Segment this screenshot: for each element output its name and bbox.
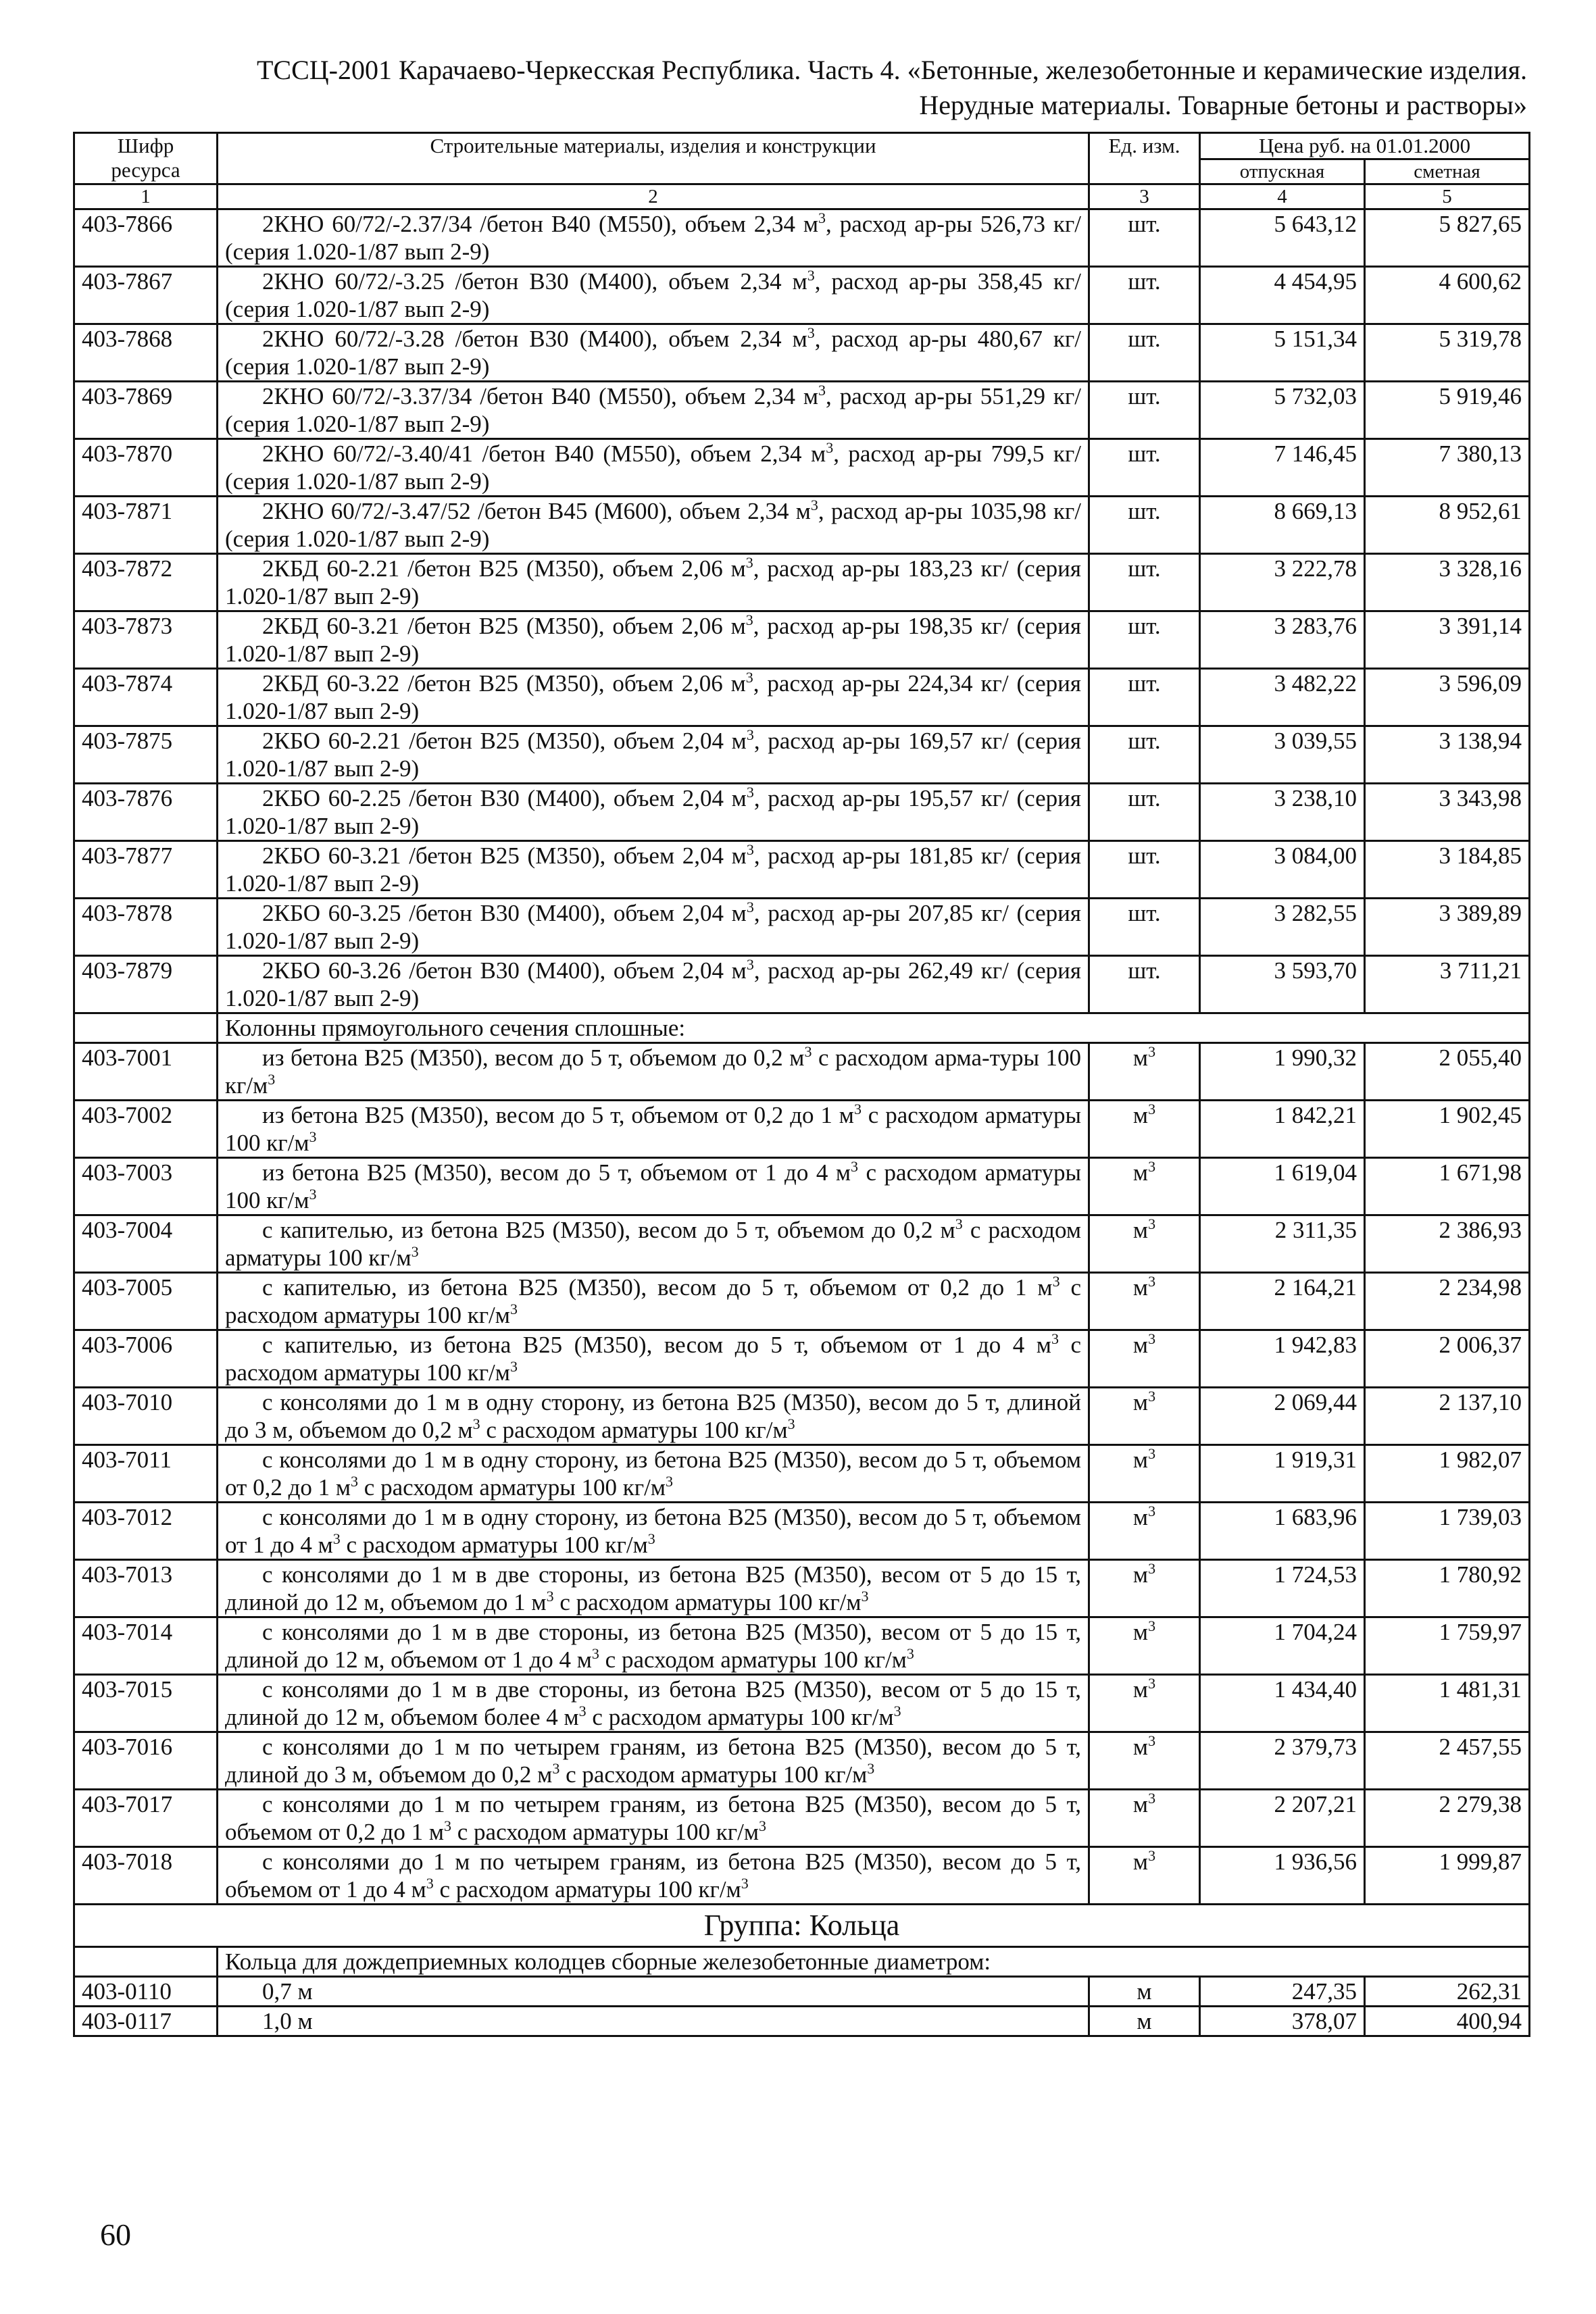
release-price: 3 084,00: [1200, 841, 1365, 899]
release-price: 5 643,12: [1200, 209, 1365, 267]
table-row: [74, 1101, 1530, 1158]
empty-cell: [74, 1013, 218, 1043]
estimate-price: 3 328,16: [1365, 554, 1530, 611]
unit-of-measure: м: [1089, 1977, 1200, 2007]
release-price: 2 207,21: [1200, 1790, 1365, 1847]
table-row: [74, 439, 1530, 497]
table-row: [74, 1675, 1530, 1732]
unit-of-measure: $м^3$: [1089, 1503, 1200, 1560]
item-description: 2КБО 60-3.21 /бетон В25 (М350), объем 2,04 $м^3$, расход ар-ры 181,85 кг/ (серия 1.020-1/87 вып 2-9): [218, 841, 1089, 899]
item-description: 2КБД 60-2.21 /бетон В25 (М350), объем 2,06 $м^3$, расход ар-ры 183,23 кг/ (серия 1.020-1/87 вып 2-9): [218, 554, 1089, 611]
item-description: с консолями до 1 м по четырем граням, из бетона В25 (М350), весом до 5 т, объемом от 1 до 4 $м^3$ с расходом арматуры 100 $кг/м^3$: [218, 1847, 1089, 1905]
release-price: 3 283,76: [1200, 611, 1365, 669]
table-row: [74, 841, 1530, 899]
table-row: [74, 497, 1530, 554]
release-price: 3 238,10: [1200, 784, 1365, 841]
item-description: с консолями до 1 м в две стороны, из бетона В25 (М350), весом от 5 до 15 т, длиной до 12 м, объемом более 4 $м^3$ с расходом арматуры 100 $кг/м^3$: [218, 1675, 1089, 1732]
release-price: 1 619,04: [1200, 1158, 1365, 1215]
resource-code: 403-7874: [74, 669, 218, 726]
unit-of-measure: $м^3$: [1089, 1158, 1200, 1215]
resource-code: 403-7017: [74, 1790, 218, 1847]
estimate-price: 3 596,09: [1365, 669, 1530, 726]
resource-code: 403-7003: [74, 1158, 218, 1215]
estimate-price: 3 138,94: [1365, 726, 1530, 784]
resource-code: 403-7866: [74, 209, 218, 267]
table-row: [74, 1330, 1530, 1388]
column-index: 2: [218, 184, 1089, 209]
release-price: 1 990,32: [1200, 1043, 1365, 1101]
item-description: 2КНО 60/72/-2.37/34 /бетон В40 (М550), объем 2,34 $м^3$, расход ар-ры 526,73 кг/ (серия 1.020-1/87 вып 2-9): [218, 209, 1089, 267]
unit-of-measure: шт.: [1089, 611, 1200, 669]
table-row: [74, 1158, 1530, 1215]
item-description: 2КНО 60/72/-3.28 /бетон В30 (М400), объем 2,34 $м^3$, расход ар-ры 480,67 кг/ (серия 1.020-1/87 вып 2-9): [218, 324, 1089, 382]
estimate-price: 1 982,07: [1365, 1445, 1530, 1503]
release-price: 2 069,44: [1200, 1388, 1365, 1445]
resource-code: 403-7010: [74, 1388, 218, 1445]
unit-of-measure: $м^3$: [1089, 1560, 1200, 1617]
release-price: 3 482,22: [1200, 669, 1365, 726]
resource-code: 403-7873: [74, 611, 218, 669]
item-description: 2КБО 60-3.26 /бетон В30 (М400), объем 2,04 $м^3$, расход ар-ры 262,49 кг/ (серия 1.020-1/87 вып 2-9): [218, 956, 1089, 1013]
item-description: с консолями до 1 м по четырем граням, из бетона В25 (М350), весом до 5 т, длиной до 3 м, объемом до 0,2 $м^3$ с расходом арматуры 100 $кг/м^3$: [218, 1732, 1089, 1790]
column-index: 4: [1200, 184, 1365, 209]
resource-code: 403-7001: [74, 1043, 218, 1101]
table-row: [74, 267, 1530, 324]
release-price: 378,07: [1200, 2007, 1365, 2036]
table-row: [74, 382, 1530, 439]
release-price: 8 669,13: [1200, 497, 1365, 554]
unit-of-measure: $м^3$: [1089, 1330, 1200, 1388]
unit-of-measure: $м^3$: [1089, 1101, 1200, 1158]
table-row: [74, 1732, 1530, 1790]
release-price: 3 222,78: [1200, 554, 1365, 611]
item-description: с консолями до 1 м в две стороны, из бетона В25 (М350), весом от 5 до 15 т, длиной до 12 м, объемом от 1 до 4 $м^3$ с расходом арматуры 100 $кг/м^3$: [218, 1617, 1089, 1675]
resource-code: 403-7006: [74, 1330, 218, 1388]
empty-cell: [74, 1947, 218, 1977]
unit-of-measure: $м^3$: [1089, 1273, 1200, 1330]
item-description: с консолями до 1 м по четырем граням, из бетона В25 (М350), весом до 5 т, объемом от 0,2 до 1 $м^3$ с расходом арматуры 100 $кг/м^3$: [218, 1790, 1089, 1847]
release-price: 5 151,34: [1200, 324, 1365, 382]
unit-of-measure: м: [1089, 2007, 1200, 2036]
group-title: Группа: Кольца: [74, 1905, 1530, 1947]
estimate-price: 2 006,37: [1365, 1330, 1530, 1388]
estimate-price: 1 780,92: [1365, 1560, 1530, 1617]
resource-code: 403-7867: [74, 267, 218, 324]
table-row: [74, 611, 1530, 669]
table-row: [74, 209, 1530, 267]
release-price: 1 434,40: [1200, 1675, 1365, 1732]
table-row: [74, 324, 1530, 382]
estimate-price: 1 902,45: [1365, 1101, 1530, 1158]
item-description: с консолями до 1 м в одну сторону, из бетона В25 (М350), весом до 5 т, объемом от 1 до 4 $м^3$ с расходом арматуры 100 $кг/м^3$: [218, 1503, 1089, 1560]
resource-code: 403-7868: [74, 324, 218, 382]
estimate-price: 3 391,14: [1365, 611, 1530, 669]
resource-code: 403-0117: [74, 2007, 218, 2036]
table-body: [74, 209, 1530, 2036]
unit-of-measure: $м^3$: [1089, 1043, 1200, 1101]
section-heading: Колонны прямоугольного сечения сплошные:: [218, 1013, 1530, 1043]
unit-of-measure: шт.: [1089, 382, 1200, 439]
release-price: 1 919,31: [1200, 1445, 1365, 1503]
unit-of-measure: шт.: [1089, 497, 1200, 554]
release-price: 4 454,95: [1200, 267, 1365, 324]
estimate-price: 4 600,62: [1365, 267, 1530, 324]
resource-code: 403-7016: [74, 1732, 218, 1790]
table-row: [74, 1847, 1530, 1905]
table-row: [74, 1617, 1530, 1675]
unit-of-measure: $м^3$: [1089, 1388, 1200, 1445]
estimate-price: 3 711,21: [1365, 956, 1530, 1013]
estimate-price: 2 234,98: [1365, 1273, 1530, 1330]
resource-code: 403-7872: [74, 554, 218, 611]
header-unit: Ед. изм.: [1089, 133, 1200, 184]
unit-of-measure: $м^3$: [1089, 1790, 1200, 1847]
table-row: [74, 554, 1530, 611]
item-description: с консолями до 1 м в две стороны, из бетона В25 (М350), весом от 5 до 15 т, длиной до 12 м, объемом до 1 $м^3$ с расходом арматуры 100 $кг/м^3$: [218, 1560, 1089, 1617]
resource-code: 403-7015: [74, 1675, 218, 1732]
table-row: [74, 726, 1530, 784]
item-description: из бетона В25 (М350), весом до 5 т, объемом до 0,2 $м^3$ с расходом арма-туры 100 $кг/м^3$: [218, 1043, 1089, 1101]
item-description: с капителью, из бетона В25 (М350), весом до 5 т, объемом до 0,2 $м^3$ с расходом арматуры 100 $кг/м^3$: [218, 1215, 1089, 1273]
unit-of-measure: шт.: [1089, 726, 1200, 784]
price-table: [73, 132, 1530, 2037]
resource-code: 403-0110: [74, 1977, 218, 2007]
release-price: 1 942,83: [1200, 1330, 1365, 1388]
estimate-price: 262,31: [1365, 1977, 1530, 2007]
release-price: 2 311,35: [1200, 1215, 1365, 1273]
resource-code: 403-7879: [74, 956, 218, 1013]
release-price: 1 842,21: [1200, 1101, 1365, 1158]
estimate-price: 400,94: [1365, 2007, 1530, 2036]
release-price: 3 282,55: [1200, 899, 1365, 956]
column-index: 3: [1089, 184, 1200, 209]
item-description: с капителью, из бетона В25 (М350), весом до 5 т, объемом от 0,2 до 1 $м^3$ с расходом арматуры 100 $кг/м^3$: [218, 1273, 1089, 1330]
release-price: 7 146,45: [1200, 439, 1365, 497]
unit-of-measure: $м^3$: [1089, 1445, 1200, 1503]
release-price: 3 039,55: [1200, 726, 1365, 784]
table-row: [74, 669, 1530, 726]
resource-code: 403-7011: [74, 1445, 218, 1503]
page-number: 60: [100, 2217, 131, 2252]
unit-of-measure: шт.: [1089, 439, 1200, 497]
resource-code: 403-7018: [74, 1847, 218, 1905]
unit-of-measure: шт.: [1089, 784, 1200, 841]
estimate-price: 1 999,87: [1365, 1847, 1530, 1905]
unit-of-measure: $м^3$: [1089, 1617, 1200, 1675]
item-description: с капителью, из бетона В25 (М350), весом до 5 т, объемом от 1 до 4 $м^3$ с расходом арматуры 100 $кг/м^3$: [218, 1330, 1089, 1388]
unit-of-measure: шт.: [1089, 267, 1200, 324]
estimate-price: 3 389,89: [1365, 899, 1530, 956]
item-description: 2КНО 60/72/-3.47/52 /бетон В45 (М600), объем 2,34 $м^3$, расход ар-ры 1035,98 кг/ (серия 1.020-1/87 вып 2-9): [218, 497, 1089, 554]
item-description: 2КНО 60/72/-3.37/34 /бетон В40 (М550), объем 2,34 $м^3$, расход ар-ры 551,29 кг/ (серия 1.020-1/87 вып 2-9): [218, 382, 1089, 439]
estimate-price: 2 457,55: [1365, 1732, 1530, 1790]
estimate-price: 1 739,03: [1365, 1503, 1530, 1560]
resource-code: 403-7002: [74, 1101, 218, 1158]
unit-of-measure: $м^3$: [1089, 1732, 1200, 1790]
item-description: 2КНО 60/72/-3.40/41 /бетон В40 (М550), объем 2,34 $м^3$, расход ар-ры 799,5 кг/ (серия 1.020-1/87 вып 2-9): [218, 439, 1089, 497]
table-row: [74, 1388, 1530, 1445]
section-heading-row: [74, 1947, 1530, 1977]
table-row: [74, 1503, 1530, 1560]
table-row: [74, 956, 1530, 1013]
column-index: 1: [74, 184, 218, 209]
item-description: с консолями до 1 м в одну сторону, из бетона В25 (М350), весом до 5 т, объемом от 0,2 до 1 $м^3$ с расходом арматуры 100 $кг/м^3$: [218, 1445, 1089, 1503]
header-estimate-price: сметная: [1365, 159, 1530, 184]
table-row: [74, 1043, 1530, 1101]
release-price: 1 704,24: [1200, 1617, 1365, 1675]
header-release-price: отпускная: [1200, 159, 1365, 184]
unit-of-measure: $м^3$: [1089, 1675, 1200, 1732]
table-row: [74, 1215, 1530, 1273]
unit-of-measure: $м^3$: [1089, 1215, 1200, 1273]
estimate-price: 2 386,93: [1365, 1215, 1530, 1273]
column-index: 5: [1365, 184, 1530, 209]
release-price: 2 164,21: [1200, 1273, 1365, 1330]
release-price: 1 936,56: [1200, 1847, 1365, 1905]
group-row: [74, 1905, 1530, 1947]
estimate-price: 2 279,38: [1365, 1790, 1530, 1847]
unit-of-measure: шт.: [1089, 324, 1200, 382]
unit-of-measure: шт.: [1089, 841, 1200, 899]
resource-code: 403-7005: [74, 1273, 218, 1330]
resource-code: 403-7014: [74, 1617, 218, 1675]
header-name: Строительные материалы, изделия и конструкции: [218, 133, 1089, 184]
estimate-price: 1 481,31: [1365, 1675, 1530, 1732]
item-description: 2КБО 60-2.21 /бетон В25 (М350), объем 2,04 $м^3$, расход ар-ры 169,57 кг/ (серия 1.020-1/87 вып 2-9): [218, 726, 1089, 784]
unit-of-measure: шт.: [1089, 209, 1200, 267]
release-price: 247,35: [1200, 1977, 1365, 2007]
item-description: с консолями до 1 м в одну сторону, из бетона В25 (М350), весом до 5 т, длиной до 3 м, объемом до 0,2 $м^3$ с расходом арматуры 100 $кг/м^3$: [218, 1388, 1089, 1445]
section-heading-row: [74, 1013, 1530, 1043]
item-description: 2КБД 60-3.21 /бетон В25 (М350), объем 2,06 $м^3$, расход ар-ры 198,35 кг/ (серия 1.020-1/87 вып 2-9): [218, 611, 1089, 669]
item-description: 1,0 м: [218, 2007, 1089, 2036]
resource-code: 403-7013: [74, 1560, 218, 1617]
item-description: 2КБО 60-2.25 /бетон В30 (М400), объем 2,04 $м^3$, расход ар-ры 195,57 кг/ (серия 1.020-1/87 вып 2-9): [218, 784, 1089, 841]
resource-code: 403-7004: [74, 1215, 218, 1273]
table-row: [74, 1445, 1530, 1503]
estimate-price: 2 137,10: [1365, 1388, 1530, 1445]
table-row: [74, 899, 1530, 956]
estimate-price: 5 827,65: [1365, 209, 1530, 267]
header-price: Цена руб. на 01.01.2000: [1200, 133, 1530, 159]
estimate-price: 1 671,98: [1365, 1158, 1530, 1215]
title-line-1: ТССЦ-2001 Карачаево-Черкесская Республика. Часть 4. «Бетонные, железобетонные и керамические изделия.: [256, 55, 1527, 85]
estimate-price: 5 319,78: [1365, 324, 1530, 382]
release-price: 1 683,96: [1200, 1503, 1365, 1560]
release-price: 1 724,53: [1200, 1560, 1365, 1617]
title-line-2: Нерудные материалы. Товарные бетоны и растворы»: [919, 90, 1527, 120]
resource-code: 403-7878: [74, 899, 218, 956]
resource-code: 403-7876: [74, 784, 218, 841]
release-price: 3 593,70: [1200, 956, 1365, 1013]
resource-code: 403-7869: [74, 382, 218, 439]
item-description: 2КНО 60/72/-3.25 /бетон В30 (М400), объем 2,34 $м^3$, расход ар-ры 358,45 кг/ (серия 1.020-1/87 вып 2-9): [218, 267, 1089, 324]
section-heading: Кольца для дождеприемных колодцев сборные железобетонные диаметром:: [218, 1947, 1530, 1977]
unit-of-measure: шт.: [1089, 554, 1200, 611]
estimate-price: 7 380,13: [1365, 439, 1530, 497]
item-description: из бетона В25 (М350), весом до 5 т, объемом от 1 до 4 $м^3$ с расходом арматуры 100 $кг/м^3$: [218, 1158, 1089, 1215]
estimate-price: 1 759,97: [1365, 1617, 1530, 1675]
release-price: 5 732,03: [1200, 382, 1365, 439]
table-row: [74, 1273, 1530, 1330]
page-title: [74, 53, 1527, 123]
unit-of-measure: шт.: [1089, 899, 1200, 956]
resource-code: 403-7875: [74, 726, 218, 784]
header-code: Шифр ресурса: [74, 133, 218, 184]
unit-of-measure: $м^3$: [1089, 1847, 1200, 1905]
estimate-price: 2 055,40: [1365, 1043, 1530, 1101]
estimate-price: 5 919,46: [1365, 382, 1530, 439]
item-description: из бетона В25 (М350), весом до 5 т, объемом от 0,2 до 1 $м^3$ с расходом арматуры 100 $кг/м^3$: [218, 1101, 1089, 1158]
resource-code: 403-7871: [74, 497, 218, 554]
resource-code: 403-7870: [74, 439, 218, 497]
table-row: [74, 1977, 1530, 2007]
unit-of-measure: шт.: [1089, 669, 1200, 726]
table-row: [74, 1560, 1530, 1617]
item-description: 2КБД 60-3.22 /бетон В25 (М350), объем 2,06 $м^3$, расход ар-ры 224,34 кг/ (серия 1.020-1/87 вып 2-9): [218, 669, 1089, 726]
table-row: [74, 784, 1530, 841]
table-row: [74, 1790, 1530, 1847]
table-row: [74, 2007, 1530, 2036]
release-price: 2 379,73: [1200, 1732, 1365, 1790]
estimate-price: 3 184,85: [1365, 841, 1530, 899]
item-description: 0,7 м: [218, 1977, 1089, 2007]
resource-code: 403-7877: [74, 841, 218, 899]
item-description: 2КБО 60-3.25 /бетон В30 (М400), объем 2,04 $м^3$, расход ар-ры 207,85 кг/ (серия 1.020-1/87 вып 2-9): [218, 899, 1089, 956]
estimate-price: 3 343,98: [1365, 784, 1530, 841]
resource-code: 403-7012: [74, 1503, 218, 1560]
estimate-price: 8 952,61: [1365, 497, 1530, 554]
unit-of-measure: шт.: [1089, 956, 1200, 1013]
